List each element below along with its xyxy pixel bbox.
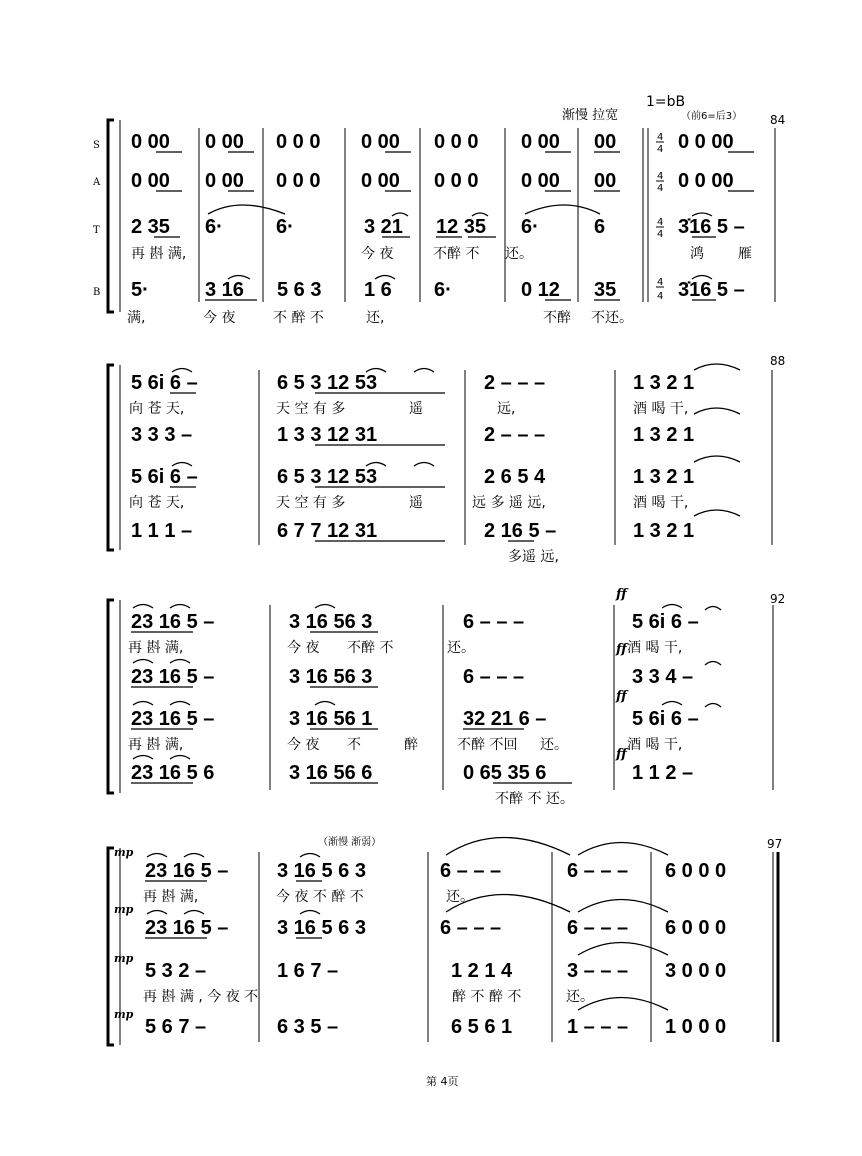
svg-text:0 00: 0 00: [205, 170, 244, 192]
svg-text:3 16 5 6 3: 3 16 5 6 3: [277, 860, 366, 882]
svg-text:6 7 7 12 31: 6 7 7 12 31: [277, 520, 378, 542]
lyrics-b: [127, 309, 633, 326]
svg-text:1 3 2 1: 1 3 2 1: [633, 372, 695, 394]
tempo-marking: 渐慢 拉宽: [562, 108, 619, 123]
staff-b: [145, 1016, 726, 1038]
measure-number: 88: [770, 354, 786, 368]
staff-b: [131, 520, 694, 542]
svg-text:1 1 1 –: 1 1 1 –: [131, 520, 193, 542]
svg-text:0 00: 0 00: [361, 131, 400, 153]
voice-label-a: A: [93, 177, 101, 188]
svg-text:再 斟 满,: 再 斟 满,: [128, 640, 184, 656]
svg-text:23 16 5 –: 23 16 5 –: [131, 666, 215, 688]
voice-label-b: B: [93, 287, 101, 298]
svg-text:0 0 0: 0 0 0: [276, 170, 321, 192]
svg-text:3 21: 3 21: [364, 216, 403, 238]
svg-text:天 空 有 多: 天 空 有 多: [276, 495, 346, 511]
svg-text:23 16 5 –: 23 16 5 –: [145, 917, 229, 939]
svg-text:3 16 56 3: 3 16 56 3: [289, 666, 373, 688]
svg-text:不醉 不: 不醉 不: [347, 640, 394, 656]
staff-a: [131, 666, 693, 688]
svg-text:6 – – –: 6 – – –: [567, 917, 629, 939]
svg-text:0 0 0: 0 0 0: [434, 131, 479, 153]
svg-text:鸿: 鸿: [690, 246, 704, 262]
svg-text:雁: 雁: [738, 246, 752, 262]
svg-text:0 00: 0 00: [361, 170, 400, 192]
svg-text:6 5 3 12 53: 6 5 3 12 53: [277, 372, 378, 394]
svg-text:6·: 6·: [205, 216, 223, 238]
measure-number: 92: [770, 592, 786, 606]
lyrics-t: [128, 736, 682, 753]
svg-text:醉 不 醉 不: 醉 不 醉 不: [452, 989, 522, 1005]
lyrics-b: [495, 791, 574, 807]
svg-text:远,: 远,: [497, 401, 516, 417]
svg-text:6 5 3 12 53: 6 5 3 12 53: [277, 466, 378, 488]
svg-text:00: 00: [594, 170, 617, 192]
staff-a: [131, 424, 694, 446]
expression-marking: （渐慢 渐弱）: [318, 837, 382, 848]
svg-text:2 16 5 –: 2 16 5 –: [484, 520, 557, 542]
svg-text:1 0 0 0: 1 0 0 0: [665, 1016, 727, 1038]
svg-text:1 3 3 12 31: 1 3 3 12 31: [277, 424, 378, 446]
svg-text:4: 4: [657, 217, 664, 228]
staff-a: [145, 917, 726, 939]
dynamic-mp: mp: [114, 952, 134, 965]
svg-text:0 65 35 6: 0 65 35 6: [463, 762, 547, 784]
lyrics-t: [143, 988, 594, 1005]
svg-text:6 0 0 0: 6 0 0 0: [665, 860, 727, 882]
svg-text:1 3 2 1: 1 3 2 1: [633, 466, 695, 488]
svg-text:4: 4: [657, 171, 664, 182]
svg-text:1 3 2 1: 1 3 2 1: [633, 424, 695, 446]
dynamic-ff: ff: [616, 587, 627, 602]
svg-text:今 夜: 今 夜: [287, 640, 320, 656]
svg-text:3 0 0 0: 3 0 0 0: [665, 960, 727, 982]
key-note: （前6=后3）: [681, 111, 743, 122]
svg-text:3 16 56 1: 3 16 56 1: [289, 708, 373, 730]
svg-text:0 12: 0 12: [521, 279, 560, 301]
svg-text:2 – – –: 2 – – –: [484, 372, 546, 394]
svg-text:不醉: 不醉: [543, 310, 571, 326]
svg-text:2 35: 2 35: [131, 216, 170, 238]
staff-s: [131, 372, 694, 394]
svg-text:4: 4: [657, 291, 664, 302]
svg-text:6 – – –: 6 – – –: [567, 860, 629, 882]
dynamic-mp: mp: [114, 846, 134, 859]
svg-text:1 3 2 1: 1 3 2 1: [633, 520, 695, 542]
svg-text:今 夜: 今 夜: [287, 737, 320, 753]
svg-text:1 – – –: 1 – – –: [567, 1016, 629, 1038]
svg-text:0 00: 0 00: [521, 170, 560, 192]
svg-text:5 6 7 –: 5 6 7 –: [145, 1016, 207, 1038]
svg-text:2 – – –: 2 – – –: [484, 424, 546, 446]
svg-text:5 6 3: 5 6 3: [277, 279, 322, 301]
svg-text:再 斟 满,: 再 斟 满,: [131, 246, 187, 262]
svg-text:今 夜: 今 夜: [203, 310, 236, 326]
svg-text:0 00: 0 00: [131, 131, 170, 153]
svg-text:5 6i 6 –: 5 6i 6 –: [131, 372, 198, 394]
svg-text:向 苍 天,: 向 苍 天,: [129, 401, 185, 417]
svg-text:还。: 还。: [566, 989, 594, 1005]
svg-text:还。: 还。: [446, 889, 474, 905]
svg-text:00: 00: [594, 131, 617, 153]
svg-text:6·: 6·: [276, 216, 294, 238]
svg-text:0 00: 0 00: [521, 131, 560, 153]
svg-text:今 夜 不 醉 不: 今 夜 不 醉 不: [276, 889, 364, 905]
svg-text:不 醉 不: 不 醉 不: [273, 310, 324, 326]
svg-text:再 斟 满 , 今 夜 不: 再 斟 满 , 今 夜 不: [143, 989, 259, 1005]
svg-text:还。: 还。: [447, 640, 475, 656]
svg-text:0 00: 0 00: [205, 131, 244, 153]
lyrics-t: [129, 494, 688, 511]
system-3: [108, 587, 785, 807]
lyrics-s: [128, 639, 682, 656]
svg-text:1 6: 1 6: [364, 279, 392, 301]
svg-text:1 2 1 4: 1 2 1 4: [451, 960, 513, 982]
svg-text:5 6i 6 –: 5 6i 6 –: [632, 708, 699, 730]
staff-b: [131, 762, 693, 784]
svg-text:不醉 不 还。: 不醉 不 还。: [495, 791, 574, 807]
svg-text:5 3 2 –: 5 3 2 –: [145, 960, 207, 982]
svg-text:4: 4: [657, 144, 664, 155]
svg-text:5·: 5·: [131, 279, 149, 301]
svg-text:3 16: 3 16: [205, 279, 244, 301]
svg-text:酒 喝 干,: 酒 喝 干,: [627, 737, 683, 753]
svg-text:3 16 5 6 3: 3 16 5 6 3: [277, 917, 366, 939]
svg-text:醉: 醉: [404, 737, 418, 753]
svg-text:遥: 遥: [409, 401, 423, 417]
svg-text:1 6 7 –: 1 6 7 –: [277, 960, 339, 982]
svg-text:满,: 满,: [127, 310, 146, 326]
svg-text:不还。: 不还。: [591, 310, 633, 326]
svg-text:不醉 不: 不醉 不: [433, 246, 480, 262]
svg-text:4: 4: [657, 132, 664, 143]
svg-text:还。: 还。: [505, 246, 533, 262]
svg-text:4: 4: [657, 229, 664, 240]
svg-text:23 16 5 –: 23 16 5 –: [131, 611, 215, 633]
staff-t: [131, 216, 745, 238]
dynamic-ff: ff: [616, 689, 627, 704]
svg-text:6 – – –: 6 – – –: [463, 611, 525, 633]
time-signature: [656, 132, 664, 302]
svg-text:35: 35: [594, 279, 617, 301]
svg-text:遥: 遥: [409, 495, 423, 511]
svg-text:6 0 0 0: 6 0 0 0: [665, 917, 727, 939]
dynamic-mp: mp: [114, 1008, 134, 1021]
svg-text:今 夜: 今 夜: [361, 246, 394, 262]
svg-text:远 多 遥 远,: 远 多 遥 远,: [472, 495, 546, 511]
svg-text:3̇16 5 –: 3̇16 5 –: [678, 279, 745, 301]
svg-text:5 6i 6 –: 5 6i 6 –: [131, 466, 198, 488]
svg-text:酒 喝 干,: 酒 喝 干,: [633, 495, 689, 511]
voice-label-t: T: [93, 225, 100, 236]
svg-text:不醉 不回: 不醉 不回: [457, 737, 518, 753]
svg-text:3 3 4 –: 3 3 4 –: [632, 666, 694, 688]
dynamic-ff: ff: [616, 642, 627, 657]
svg-text:5 6i 6 –: 5 6i 6 –: [632, 611, 699, 633]
svg-text:再 斟 满,: 再 斟 满,: [128, 737, 184, 753]
voice-label-s: S: [93, 140, 100, 151]
svg-text:1 1 2 –: 1 1 2 –: [632, 762, 694, 784]
svg-text:天 空 有 多: 天 空 有 多: [276, 401, 346, 417]
staff-t: [145, 960, 726, 982]
svg-text:0 0 0: 0 0 0: [276, 131, 321, 153]
svg-text:6·: 6·: [521, 216, 539, 238]
svg-text:0 0 00: 0 0 00: [678, 170, 734, 192]
page-number: 第 4页: [426, 1075, 459, 1088]
svg-text:酒 喝 干,: 酒 喝 干,: [627, 640, 683, 656]
dynamic-mp: mp: [114, 903, 134, 916]
svg-text:4: 4: [657, 183, 664, 194]
measure-number: 97: [767, 837, 783, 851]
svg-text:6 – – –: 6 – – –: [440, 917, 502, 939]
lyrics-t: [131, 245, 752, 262]
svg-text:0 0 00: 0 0 00: [678, 131, 734, 153]
key-signature: 1=bB: [646, 94, 686, 110]
svg-text:6 – – –: 6 – – –: [440, 860, 502, 882]
svg-text:6 – – –: 6 – – –: [463, 666, 525, 688]
svg-text:0 00: 0 00: [131, 170, 170, 192]
svg-text:4: 4: [657, 277, 664, 288]
svg-text:0 0 0: 0 0 0: [434, 170, 479, 192]
dynamic-ff: ff: [616, 747, 627, 762]
staff-b: [131, 279, 745, 301]
svg-text:23 16 5 6: 23 16 5 6: [131, 762, 215, 784]
svg-text:再 斟 满,: 再 斟 满,: [143, 889, 199, 905]
svg-text:3̇16 5 –: 3̇16 5 –: [678, 216, 745, 238]
svg-text:6: 6: [594, 216, 606, 238]
svg-text:12 35: 12 35: [436, 216, 487, 238]
lyrics-b: [508, 549, 559, 565]
svg-text:6 3 5 –: 6 3 5 –: [277, 1016, 339, 1038]
svg-text:酒 喝 干,: 酒 喝 干,: [633, 401, 689, 417]
svg-text:6·: 6·: [434, 279, 452, 301]
system-1: [92, 113, 785, 326]
svg-text:向 苍 天,: 向 苍 天,: [129, 495, 185, 511]
svg-text:多遥 远,: 多遥 远,: [508, 549, 559, 565]
measure-number: 84: [770, 113, 786, 127]
svg-text:3 3 3 –: 3 3 3 –: [131, 424, 193, 446]
svg-text:还,: 还,: [366, 310, 385, 326]
svg-text:3 16 56 6: 3 16 56 6: [289, 762, 373, 784]
svg-text:32 21 6 –: 32 21 6 –: [463, 708, 547, 730]
svg-text:23 16 5 –: 23 16 5 –: [145, 860, 229, 882]
svg-text:3 – – –: 3 – – –: [567, 960, 629, 982]
lyrics-s: [143, 888, 474, 905]
svg-text:23 16 5 –: 23 16 5 –: [131, 708, 215, 730]
staff-s: [145, 860, 726, 882]
svg-text:还。: 还。: [540, 737, 568, 753]
lyrics-s: [129, 400, 688, 417]
staff-t: [131, 466, 694, 488]
svg-text:2 6 5 4: 2 6 5 4: [484, 466, 546, 488]
svg-text:6 5 6 1: 6 5 6 1: [451, 1016, 513, 1038]
svg-text:3 16 56 3: 3 16 56 3: [289, 611, 373, 633]
svg-text:不: 不: [347, 737, 361, 753]
system-2: [108, 354, 785, 565]
system-4: [108, 835, 782, 1045]
